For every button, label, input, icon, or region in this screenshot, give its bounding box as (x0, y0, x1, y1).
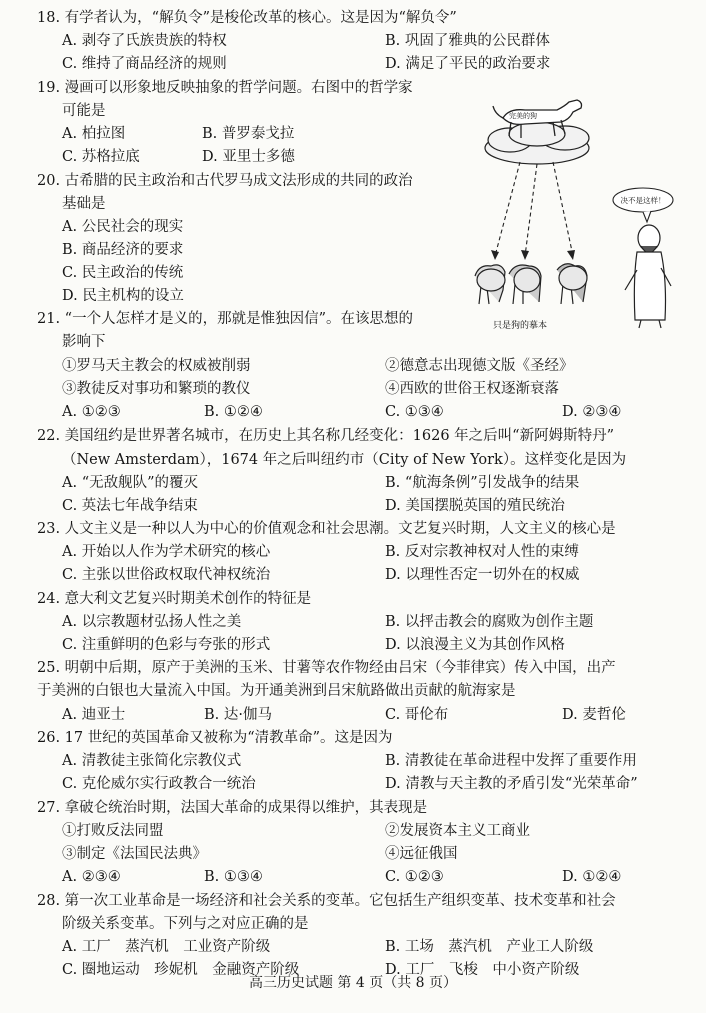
option-b: B. 商品经济的要求 (62, 242, 184, 258)
statement-2: ②发展资本主义工商业 (385, 823, 530, 839)
options-row (0, 541, 706, 563)
question-stem-cont (0, 449, 706, 471)
projection-arrows (495, 162, 573, 256)
page-footer: 高三历史试题 第 4 页（共 8 页） (248, 975, 458, 991)
question-stem: 24. 意大利文艺复兴时期美术创作的特征是 (37, 591, 312, 607)
option-a: A. 剥夺了氏族贵族的特权 (62, 33, 227, 49)
option-d: D. 美国摆脱英国的殖民统治 (385, 498, 565, 514)
option-c: C. 民主政治的传统 (62, 265, 184, 281)
question-stem: 21. “一个人怎样才是义的，那就是惟独因信”。在该思想的 (37, 311, 413, 327)
statement-3: ③制定《法国民法典》 (62, 846, 207, 862)
options-row (0, 704, 706, 726)
question-stem: 28. 第一次工业革命是一场经济和社会关系的变革。它包括生产组织变革、技术变革和社会 (37, 893, 616, 909)
option-d: D. ②③④ (562, 404, 622, 420)
option-b: B. ①③④ (204, 869, 263, 885)
option-a: A. 以宗教题材弘扬人性之美 (62, 614, 242, 630)
question-stem: 26. 17 世纪的英国革命又被称为“清教革命”。这是因为 (37, 730, 393, 746)
option-a: A. 清教徒主张简化宗教仪式 (62, 753, 242, 769)
statements-row (0, 378, 706, 400)
option-c: C. 苏格拉底 (62, 149, 140, 165)
question-stem: 18. 有学者认为，“解负令”是梭伦改革的核心。这是因为“解负令” (37, 10, 457, 26)
option-b: B. 达·伽马 (204, 707, 272, 723)
question-stem: 影响下 (62, 334, 106, 350)
statement-2: ②德意志出现德文版《圣经》 (385, 358, 574, 374)
copy-dogs-icon (475, 264, 587, 304)
options-row (0, 30, 706, 52)
option-a: A. 迪亚士 (62, 707, 126, 723)
cartoon-drawing (465, 80, 705, 340)
option-a: A. 开始以人作为学术研究的核心 (62, 544, 271, 560)
question-stem: 20. 古希腊的民主政治和古代罗马成文法形成的共同的政治 (37, 173, 413, 189)
option-b: B. ①②④ (204, 404, 263, 420)
question-stem: 22. 美国纽约是世界著名城市，在历史上其名称几经变化：1626 年之后叫“新阿姆斯特丹” (37, 428, 615, 444)
option-a: A. ①②③ (62, 404, 121, 420)
option-d: D. 清教与天主教的矛盾引发“光荣革命” (385, 776, 638, 792)
cartoon-caption: 只是狗的摹本 (493, 321, 548, 331)
options-row (0, 750, 706, 772)
options-row (0, 564, 706, 586)
option-b: B. 反对宗教神权对人性的束缚 (385, 544, 579, 560)
options-row (0, 53, 706, 75)
philosopher-cartoon (465, 80, 705, 340)
option-b: B. “航海条例”引发战争的结果 (385, 475, 580, 491)
option-c: C. 哥伦布 (385, 707, 449, 723)
options-row (0, 634, 706, 656)
options-row (0, 936, 706, 958)
question-stem-cont (0, 680, 706, 702)
option-a: A. 工厂 蒸汽机 工业资产阶级 (62, 939, 271, 955)
option-c: C. ①②③ (385, 869, 444, 885)
question-23 (0, 518, 706, 540)
cloud-label: 完美的狗 (509, 112, 537, 120)
option-d: D. 满足了平民的政治要求 (385, 56, 551, 72)
options-row (0, 611, 706, 633)
question-stem: 基础是 (62, 196, 106, 212)
option-b: B. 以抨击教会的腐败为创作主题 (385, 614, 594, 630)
option-c: C. 维持了商品经济的规则 (62, 56, 227, 72)
statement-1: ①罗马天主教会的权威被削弱 (62, 358, 251, 374)
option-d: D. 民主机构的设立 (62, 288, 184, 304)
statement-4: ④西欧的世俗王权逐渐衰落 (385, 381, 559, 397)
question-stem: 可能是 (62, 103, 106, 119)
question-stem: （New Amsterdam），1674 年之后叫纽约市（City of New York）。这样变化是因为 (62, 452, 627, 468)
option-d: D. 麦哲伦 (562, 707, 626, 723)
statements-row (0, 843, 706, 865)
option-c: C. 圈地运动 珍妮机 金融资产阶级 (62, 962, 300, 978)
statement-3: ③教徒反对事功和繁琐的教仪 (62, 381, 251, 397)
statements-row (0, 820, 706, 842)
option-c: C. 注重鲜明的色彩与夸张的形式 (62, 637, 271, 653)
statement-4: ④远征俄国 (385, 846, 458, 862)
question-stem: 19. 漫画可以形象地反映抽象的哲学问题。右图中的哲学家 (37, 80, 413, 96)
question-stem-cont (0, 913, 706, 935)
option-a: A. ②③④ (62, 869, 121, 885)
question-27 (0, 797, 706, 819)
speech-bubble (613, 188, 673, 222)
cloud-icon (485, 122, 589, 164)
options-row (0, 495, 706, 517)
option-d: D. 以理性否定一切外在的权威 (385, 567, 580, 583)
question-28 (0, 890, 706, 912)
arrow-heads (491, 250, 575, 260)
question-stem: 23. 人文主义是一种以人为中心的价值观念和社会思潮。文艺复兴时期，人文主义的核心是 (37, 521, 616, 537)
question-stem: 于美洲的白银也大量流入中国。为开通美洲到吕宋航路做出贡献的航海家是 (37, 683, 516, 699)
question-24 (0, 588, 706, 610)
question-22 (0, 425, 706, 447)
option-b: B. 巩固了雅典的公民群体 (385, 33, 550, 49)
option-c: C. ①③④ (385, 404, 444, 420)
question-25 (0, 657, 706, 679)
philosopher-icon (625, 225, 671, 328)
option-a: A. 柏拉图 (62, 126, 126, 142)
speech-text: 决不是这样！ (620, 196, 666, 205)
options-row (0, 401, 706, 423)
options-row (0, 472, 706, 494)
option-d: D. ①②④ (562, 869, 622, 885)
option-d: D. 亚里士多德 (202, 149, 295, 165)
option-a: A. “无敌舰队”的覆灭 (62, 475, 199, 491)
question-stem: 阶级关系变革。下列与之对应正确的是 (62, 916, 309, 932)
option-c: C. 英法七年战争结束 (62, 498, 198, 514)
option-a: A. 公民社会的现实 (62, 219, 184, 235)
option-d: D. 以浪漫主义为其创作风格 (385, 637, 565, 653)
statements-row (0, 355, 706, 377)
options-row (0, 866, 706, 888)
option-d: D. 工厂 飞梭 中小资产阶级 (385, 962, 580, 978)
option-b: B. 工场 蒸汽机 产业工人阶级 (385, 939, 594, 955)
option-b: B. 清教徒在革命进程中发挥了重要作用 (385, 753, 637, 769)
question-18 (0, 7, 706, 29)
question-stem: 27. 拿破仑统治时期，法国大革命的成果得以维护，其表现是 (37, 800, 428, 816)
options-row (0, 773, 706, 795)
statement-1: ①打败反法同盟 (62, 823, 164, 839)
option-b: B. 普罗泰戈拉 (202, 126, 295, 142)
option-c: C. 主张以世俗政权取代神权统治 (62, 567, 271, 583)
option-c: C. 克伦威尔实行政教合一统治 (62, 776, 256, 792)
question-26 (0, 727, 706, 749)
question-stem: 25. 明朝中后期，原产于美洲的玉米、甘薯等农作物经由吕宋（今菲律宾）传入中国，出产 (37, 660, 616, 676)
